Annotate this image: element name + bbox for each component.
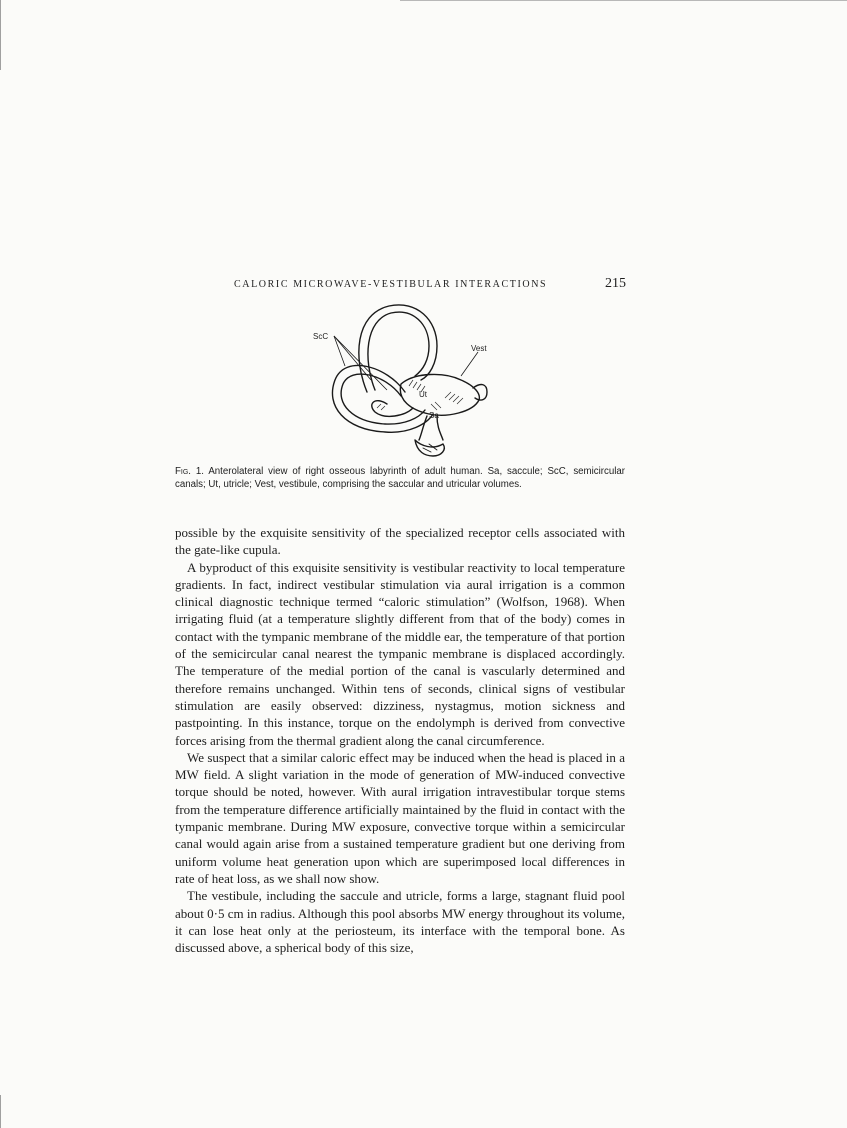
label-ut: Ut	[419, 390, 427, 399]
caption-text: Anterolateral view of right osseous labyrinth of adult human. Sa, saccule; ScC, semicircular canals; Ut, utricle; Vest, vestibule, comprising the saccular and utricular volumes.	[175, 466, 625, 490]
figure-caption	[175, 466, 625, 491]
label-scc: ScC	[313, 332, 329, 341]
page-number: 215	[605, 276, 626, 291]
labyrinth-illustration	[305, 300, 505, 462]
caption-label: Fig. 1.	[175, 466, 204, 477]
paragraph-continuation: possible by the exquisite sensitivity of the specialized receptor cells associated with the gate-like cupula.	[175, 525, 625, 558]
body-text	[175, 524, 625, 956]
label-vest: Vest	[471, 344, 487, 353]
scan-edge-left	[0, 0, 1, 70]
running-head	[234, 278, 626, 294]
paragraph-caloric-stimulation: A byproduct of this exquisite sensitivity is vestibular reactivity to local temperature gradients. In fact, indirect vestibular stimulation via aural irrigation is a common clinical diagnostic technique termed “caloric stimulation” (Wolfson, 1968). When irrigating fluid (at a temperature slightly different from that of the body) comes in contact with the tympanic membrane of the middle ear, the temperature of that portion of the semicircular canal nearest the tympanic membrane is displaced accordingly. The temperature of the medial portion of the canal is vascularly determined and therefore remains unchanged. Within tens of seconds, clinical signs of vestibular stimulation are easily observed: dizziness, nystagmus, motion sickness and pastpointing. In this instance, torque on the endolymph is derived from convective forces arising from the thermal gradient along the canal circumference.	[175, 559, 625, 748]
paragraph-vestibule: The vestibule, including the saccule and utricle, forms a large, stagnant fluid pool about 0·5 cm in radius. Although this pool absorbs MW energy throughout its volume, it can lose heat only at the periosteum, its interface with the temporal bone. As discussed above, a spherical body of this size,	[175, 888, 625, 956]
running-head-title: CALORIC MICROWAVE-VESTIBULAR INTERACTIONS	[234, 279, 548, 290]
scan-edge-top	[400, 0, 847, 1]
paragraph-mw-field: We suspect that a similar caloric effect may be induced when the head is placed in a MW field. A slight variation in the mode of generation of MW-induced convective torque should be noted, however. With aural irrigation intravestibular torque stems from the temperature difference artificially maintained by the fluid in contact with the tympanic membrane. During MW exposure, convective torque within a semicircular canal would again arise from a sustained temperature gradient but one deriving from uniform volume heat generation upon which are superimposed local differences in rate of heat loss, as we shall now show.	[175, 749, 625, 886]
label-sa: Sa	[429, 411, 439, 420]
labyrinth-figure	[305, 300, 505, 462]
scan-edge-left-bottom	[0, 1095, 1, 1128]
